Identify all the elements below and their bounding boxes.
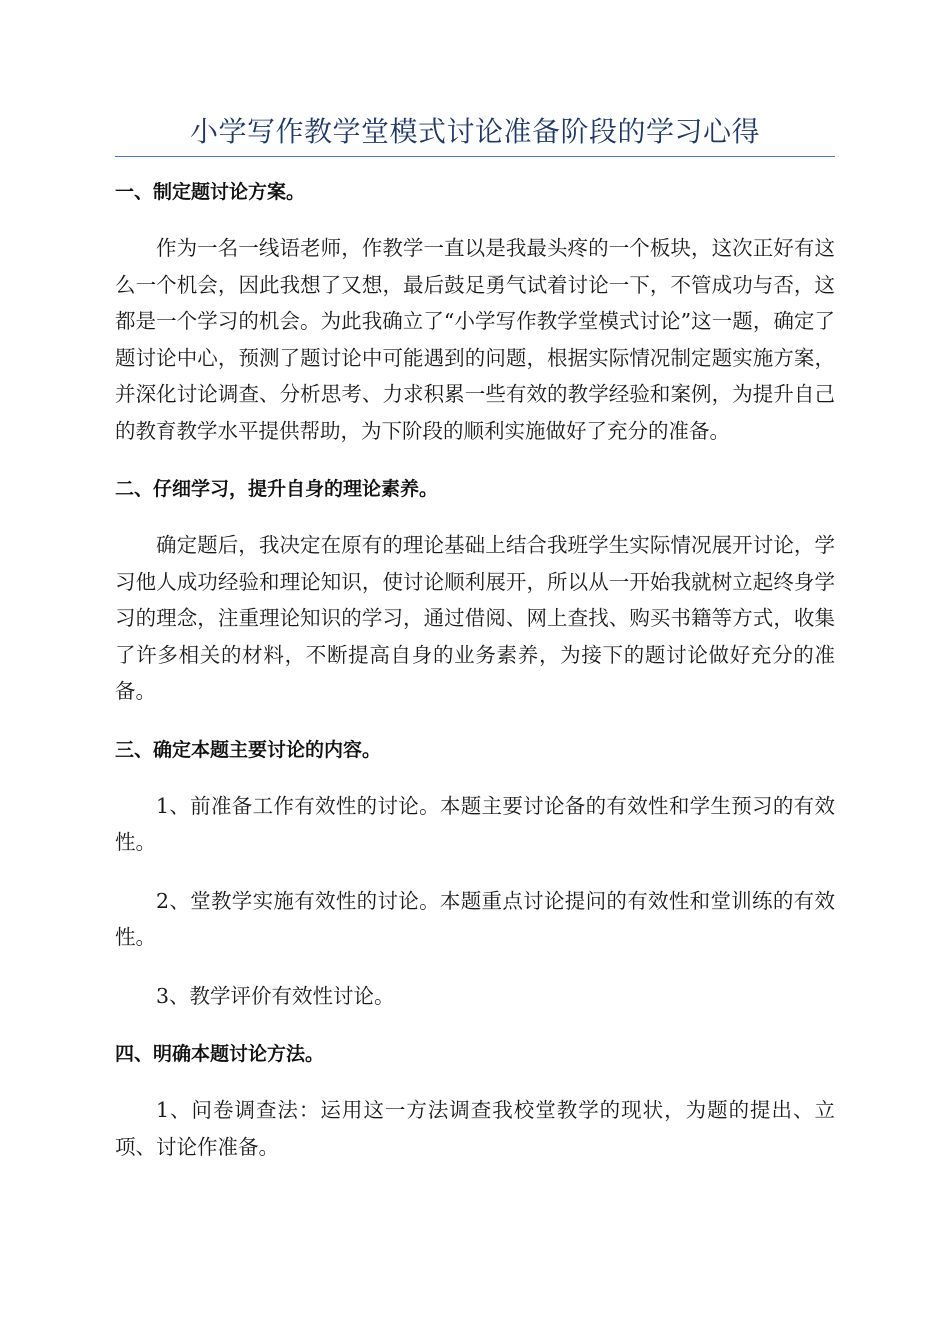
paragraph: 2、堂教学实施有效性的讨论。本题重点讨论提问的有效性和堂训练的有效性。	[115, 888, 835, 949]
paragraph: 1、前准备工作有效性的讨论。本题主要讨论备的有效性和学生预习的有效性。	[115, 793, 835, 854]
page-title: 小学写作教学堂模式讨论准备阶段的学习心得	[189, 115, 760, 148]
section-heading: 二、仔细学习，提升自身的理论素养。	[115, 478, 439, 500]
paragraph: 1、问卷调查法：运用这一方法调查我校堂教学的现状，为题的提出、立项、讨论作准备。	[115, 1098, 835, 1159]
paragraph: 3、教学评价有效性讨论。	[156, 983, 395, 1008]
paragraph: 确定题后，我决定在原有的理论基础上结合我班学生实际情况展开讨论，学习他人成功经验和理论知识，使讨论顺利展开，所以从一开始我就树立起终身学习的理念，注重理论知识的学习，通过借阅、网上查找、购买书籍等方式，收集了许多相关的材料，不断提高自身的业务素养，为接下的题讨论做好充分的准备。	[115, 533, 835, 703]
paragraph: 作为一名一线语老师，作教学一直以是我最头疼的一个板块，这次正好有这么一个机会，因此我想了又想，最后鼓足勇气试着讨论一下，不管成功与否，这都是一个学习的机会。为此我确立了“小学写作教学堂模式讨论”这一题，确定了题讨论中心，预测了题讨论中可能遇到的问题，根据实际情况制定题实施方案，并深化讨论调查、分析思考、力求积累一些有效的教学经验和案例，为提升自己的教育教学水平提供帮助，为下阶段的顺利实施做好了充分的准备。	[115, 236, 835, 443]
section-heading: 三、确定本题主要讨论的内容。	[115, 738, 382, 761]
document-body	[115, 174, 835, 1187]
section-heading: 四、明确本题讨论方法。	[115, 1043, 325, 1065]
section-heading: 一、制定题讨论方案。	[115, 181, 306, 203]
title-underline	[115, 112, 835, 157]
